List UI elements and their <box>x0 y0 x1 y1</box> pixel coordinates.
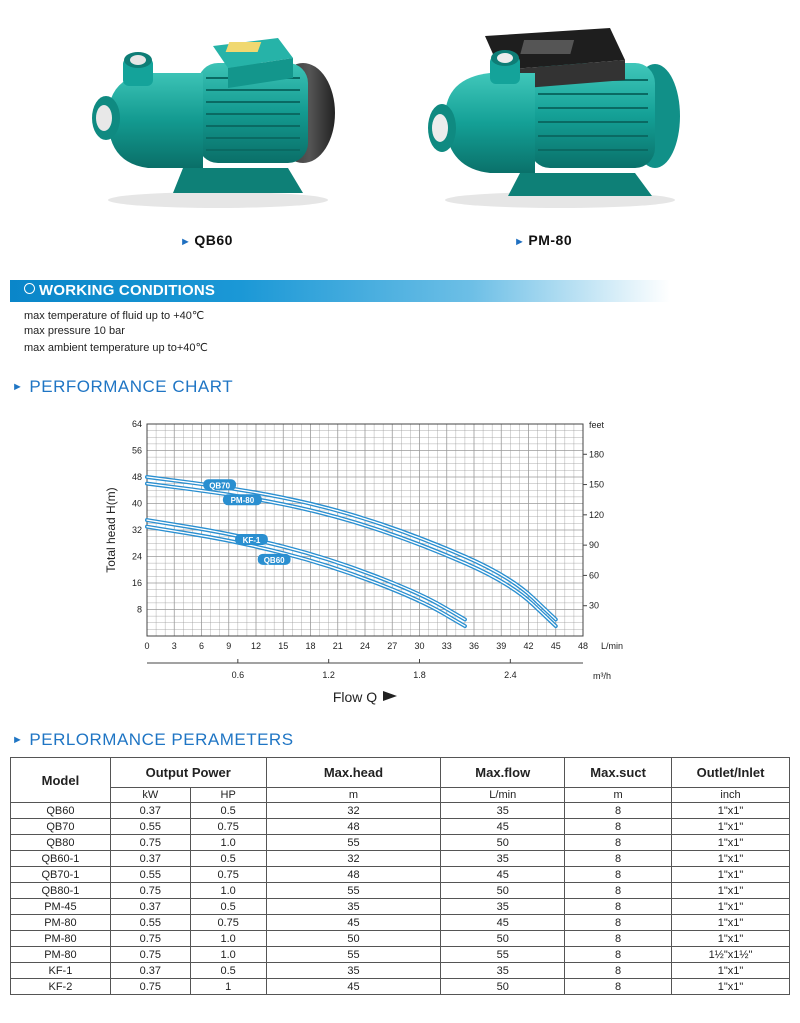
cell-hp: 1.0 <box>190 947 266 963</box>
cell-hp: 0.5 <box>190 803 266 819</box>
cell-kw: 0.75 <box>110 883 190 899</box>
cell-head: 48 <box>266 819 441 835</box>
cell-model: QB70-1 <box>11 867 111 883</box>
unit-hp: HP <box>190 788 266 803</box>
x-tick-label: 9 <box>226 641 232 651</box>
table-row <box>11 931 790 947</box>
cell-kw: 0.55 <box>110 819 190 835</box>
x-tick-label: 33 <box>441 641 452 651</box>
pm80-caption-text: PM-80 <box>528 232 573 248</box>
x2-tick-label: 1.8 <box>413 670 426 680</box>
cell-model: PM-80 <box>11 947 111 963</box>
header-outlet-inlet: Outlet/Inlet <box>672 758 790 788</box>
cell-flow: 50 <box>441 883 565 899</box>
x-tick-label: 21 <box>332 641 343 651</box>
cell-outlet: 1"x1" <box>672 963 790 979</box>
table-row <box>11 947 790 963</box>
y-tick-label: 48 <box>131 472 142 482</box>
cell-suct: 8 <box>565 915 672 931</box>
cell-flow: 50 <box>441 835 565 851</box>
cell-hp: 0.5 <box>190 851 266 867</box>
cell-outlet: 1"x1" <box>672 883 790 899</box>
cell-outlet: 1"x1" <box>672 915 790 931</box>
header-max-flow: Max.flow <box>441 758 565 788</box>
cell-flow: 45 <box>441 915 565 931</box>
cell-head: 32 <box>266 803 441 819</box>
y-tick-label: 8 <box>136 604 142 615</box>
parameters-table <box>10 757 790 995</box>
x-unit-label: L/min <box>601 641 624 651</box>
header-max-suct: Max.suct <box>565 758 672 788</box>
cell-kw: 0.75 <box>110 979 190 995</box>
performance-chart-title-text: PERFORMANCE CHART <box>29 377 234 396</box>
curve-qb70 <box>147 477 556 619</box>
cell-model: QB70 <box>11 819 111 835</box>
y-tick-label: 16 <box>131 578 142 588</box>
curve-label-kf-1: KF-1 <box>242 535 261 545</box>
pm80-pump-image <box>420 18 690 213</box>
cell-head: 35 <box>266 899 441 915</box>
x-tick-label: 45 <box>550 641 561 651</box>
cell-outlet: 1"x1" <box>672 979 790 995</box>
table-row <box>11 963 790 979</box>
cell-model: KF-1 <box>11 963 111 979</box>
y-axis-label: Total head H(m) <box>104 487 118 573</box>
qb60-caption-text: QB60 <box>194 232 233 248</box>
cell-suct: 8 <box>565 947 672 963</box>
cell-outlet: 1"x1" <box>672 851 790 867</box>
cell-flow: 50 <box>441 931 565 947</box>
table-row <box>11 819 790 835</box>
unit-flow: L/min <box>441 788 565 803</box>
cell-flow: 35 <box>441 803 565 819</box>
x-tick-label: 36 <box>468 641 480 651</box>
triangle-bullet-icon: ► <box>12 381 24 393</box>
table-row <box>11 915 790 931</box>
x-tick-label: 42 <box>523 641 534 651</box>
x-axis-label: Flow Q <box>332 689 378 705</box>
cell-outlet: 1"x1" <box>672 899 790 915</box>
cell-suct: 8 <box>565 979 672 995</box>
cell-model: QB60-1 <box>11 851 111 867</box>
curve-label-qb60: QB60 <box>263 555 285 565</box>
y2-unit-label: feet <box>589 420 605 430</box>
x2-tick-label: 2.4 <box>504 670 517 680</box>
cell-suct: 8 <box>565 835 672 851</box>
cell-flow: 35 <box>441 963 565 979</box>
unit-outlet: inch <box>672 788 790 803</box>
y-tick-label: 56 <box>131 445 142 456</box>
x-tick-label: 6 <box>198 641 205 651</box>
cell-kw: 0.37 <box>110 963 190 979</box>
cell-flow: 35 <box>441 851 565 867</box>
cell-hp: 0.75 <box>190 867 266 883</box>
cell-kw: 0.37 <box>110 851 190 867</box>
cell-head: 45 <box>266 915 441 931</box>
cell-flow: 45 <box>441 819 565 835</box>
cell-suct: 8 <box>565 931 672 947</box>
y2-tick-label: 180 <box>589 449 605 460</box>
cell-kw: 0.55 <box>110 915 190 931</box>
cell-head: 45 <box>266 979 441 995</box>
table-row <box>11 979 790 995</box>
cell-model: PM-80 <box>11 931 111 947</box>
cell-hp: 1.0 <box>190 835 266 851</box>
cell-flow: 35 <box>441 899 565 915</box>
cell-kw: 0.55 <box>110 867 190 883</box>
cell-model: KF-2 <box>11 979 111 995</box>
curve-qb70-outer <box>147 477 556 619</box>
x-tick-label: 48 <box>577 641 589 651</box>
y-tick-label: 32 <box>131 525 142 535</box>
x-tick-label: 24 <box>359 641 371 651</box>
cell-hp: 1 <box>190 979 266 995</box>
parameters-title-text: PERLORMANCE PERAMETERS <box>29 730 294 749</box>
cell-suct: 8 <box>565 899 672 915</box>
header-output-power: Output Power <box>110 758 266 788</box>
cell-suct: 8 <box>565 851 672 867</box>
cell-head: 32 <box>266 851 441 867</box>
qb60-pump-image <box>88 18 348 213</box>
cell-kw: 0.75 <box>110 947 190 963</box>
curve-pm-80-outer <box>147 484 556 626</box>
table-row <box>11 899 790 915</box>
cell-hp: 1.0 <box>190 931 266 947</box>
parameters-title <box>12 730 294 750</box>
cell-model: PM-80 <box>11 915 111 931</box>
cell-hp: 0.5 <box>190 899 266 915</box>
y-tick-label: 40 <box>131 498 142 509</box>
table-row <box>11 883 790 899</box>
condition-line: max ambient temperature up to+40℃ <box>24 342 208 354</box>
cell-outlet: 1"x1" <box>672 803 790 819</box>
x-tick-label: 27 <box>387 641 398 651</box>
cell-hp: 0.75 <box>190 915 266 931</box>
unit-kw: kW <box>110 788 190 803</box>
cell-outlet: 1"x1" <box>672 835 790 851</box>
table-row <box>11 867 790 883</box>
curve-pm-80 <box>147 484 556 626</box>
triangle-bullet-icon: ► <box>514 236 526 248</box>
x-tick-label: 18 <box>305 641 316 651</box>
x-tick-label: 39 <box>496 641 507 651</box>
table-row <box>11 835 790 851</box>
curve-label-qb70: QB70 <box>209 481 231 491</box>
x-tick-label: 3 <box>171 641 177 651</box>
unit-head: m <box>266 788 441 803</box>
condition-line: max temperature of fluid up to +40℃ <box>24 310 205 322</box>
cell-head: 48 <box>266 867 441 883</box>
cell-model: PM-45 <box>11 899 111 915</box>
cell-hp: 1.0 <box>190 883 266 899</box>
x-tick-label: 0 <box>144 641 150 651</box>
cell-kw: 0.75 <box>110 931 190 947</box>
performance-chart-title <box>12 377 233 397</box>
qb60-caption <box>180 232 233 248</box>
cell-flow: 55 <box>441 947 565 963</box>
parameters-table-body <box>11 803 790 995</box>
y2-tick-label: 30 <box>589 600 600 611</box>
cell-hp: 0.5 <box>190 963 266 979</box>
x-tick-label: 30 <box>414 641 425 651</box>
curve-label-pm-80: PM-80 <box>230 496 255 506</box>
cell-suct: 8 <box>565 803 672 819</box>
cell-outlet: 1"x1" <box>672 931 790 947</box>
cell-kw: 0.75 <box>110 835 190 851</box>
cell-flow: 45 <box>441 867 565 883</box>
cell-head: 50 <box>266 931 441 947</box>
pm80-caption <box>514 232 572 248</box>
y-tick-label: 24 <box>131 551 142 562</box>
x-tick-label: 12 <box>250 641 262 651</box>
cell-outlet: 1"x1" <box>672 819 790 835</box>
performance-chart <box>100 412 640 712</box>
working-conditions-title <box>24 282 215 299</box>
y2-tick-label: 90 <box>589 540 600 551</box>
cell-head: 55 <box>266 947 441 963</box>
cell-flow: 50 <box>441 979 565 995</box>
cell-suct: 8 <box>565 963 672 979</box>
table-row <box>11 803 790 819</box>
cell-outlet: 1"x1" <box>672 867 790 883</box>
cell-model: QB80 <box>11 835 111 851</box>
cell-kw: 0.37 <box>110 899 190 915</box>
cell-hp: 0.75 <box>190 819 266 835</box>
x2-tick-label: 1.2 <box>322 670 335 680</box>
unit-suct: m <box>565 788 672 803</box>
cell-suct: 8 <box>565 883 672 899</box>
y-tick-label: 64 <box>131 419 142 429</box>
condition-line: max pressure 10 bar <box>24 325 125 337</box>
triangle-bullet-icon: ► <box>180 236 192 248</box>
table-row <box>11 851 790 867</box>
triangle-bullet-icon: ► <box>12 734 24 746</box>
cell-head: 55 <box>266 835 441 851</box>
circle-icon <box>24 283 35 294</box>
y2-tick-label: 150 <box>589 479 605 490</box>
header-model: Model <box>11 758 111 803</box>
working-conditions-title-text: WORKING CONDITIONS <box>39 282 216 299</box>
flow-arrow-icon <box>383 691 397 701</box>
header-max-head: Max.head <box>266 758 441 788</box>
cell-model: QB60 <box>11 803 111 819</box>
x2-unit-label: m³/h <box>593 671 611 681</box>
x-tick-label: 15 <box>278 641 289 651</box>
cell-head: 55 <box>266 883 441 899</box>
x2-tick-label: 0.6 <box>231 670 245 680</box>
cell-suct: 8 <box>565 819 672 835</box>
cell-suct: 8 <box>565 867 672 883</box>
y2-tick-label: 60 <box>589 570 600 581</box>
cell-outlet: 1½"x1½" <box>672 947 790 963</box>
cell-head: 35 <box>266 963 441 979</box>
y2-tick-label: 120 <box>589 509 605 520</box>
cell-model: QB80-1 <box>11 883 111 899</box>
cell-kw: 0.37 <box>110 803 190 819</box>
